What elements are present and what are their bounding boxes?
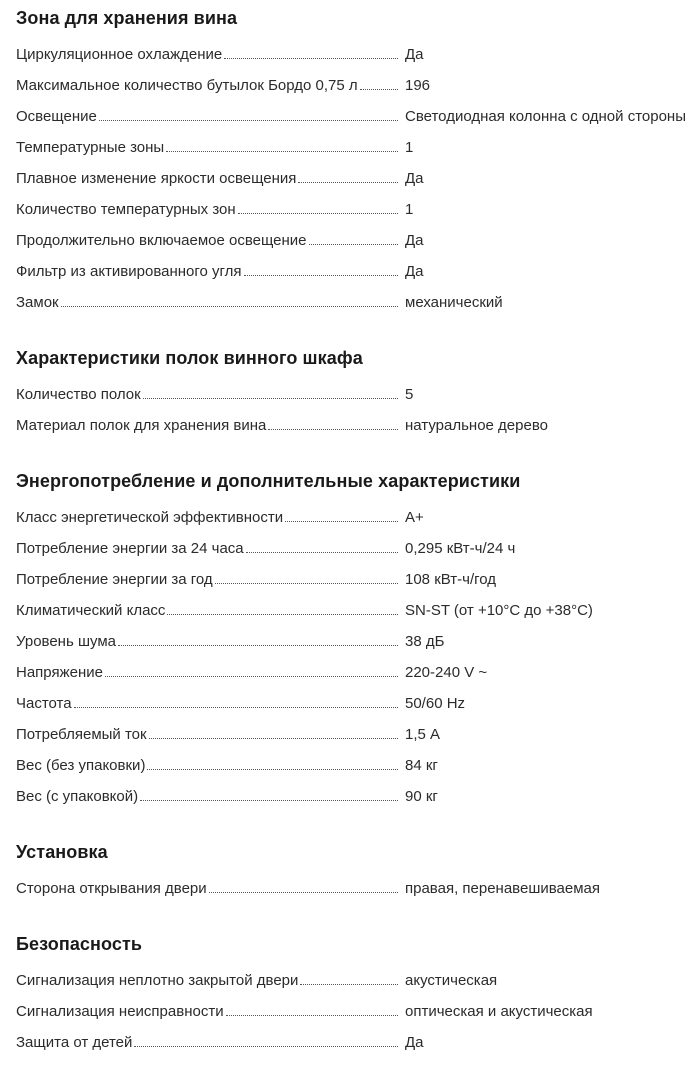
dotted-leader — [215, 583, 398, 584]
spec-value: 50/60 Hz — [405, 695, 466, 712]
spec-value: Светодиодная колонна с одной стороны — [405, 108, 686, 125]
spec-value: 108 кВт-ч/год — [405, 571, 497, 588]
spec-label: Сторона открывания двери — [16, 880, 207, 897]
spec-label: Фильтр из активированного угля — [16, 263, 242, 280]
spec-rows — [16, 380, 690, 442]
spec-row — [16, 565, 690, 596]
dotted-leader — [105, 676, 398, 677]
spec-label: Уровень шума — [16, 633, 116, 650]
spec-row — [16, 257, 690, 288]
spec-row-left — [16, 264, 405, 280]
spec-value: Да — [405, 1034, 424, 1051]
spec-label: Освещение — [16, 108, 97, 125]
dotted-leader — [300, 984, 398, 985]
spec-label: Максимальное количество бутылок Бордо 0,75 л — [16, 77, 358, 94]
spec-row — [16, 997, 690, 1028]
spec-value: правая, перенавешиваемая — [405, 880, 600, 897]
spec-section — [16, 6, 690, 319]
dotted-leader — [167, 614, 398, 615]
spec-label: Климатический класс — [16, 602, 166, 619]
dotted-leader — [74, 707, 398, 708]
spec-value: 84 кг — [405, 757, 438, 774]
spec-label: Вес (с упаковкой) — [16, 788, 139, 805]
spec-row — [16, 40, 690, 71]
dotted-leader — [99, 120, 398, 121]
spec-value: 0,295 кВт-ч/24 ч — [405, 540, 516, 557]
spec-section — [16, 840, 690, 905]
spec-row — [16, 195, 690, 226]
spec-label: Защита от детей — [16, 1034, 133, 1051]
dotted-leader — [209, 892, 398, 893]
spec-label: Замок — [16, 294, 59, 311]
spec-value: Да — [405, 170, 424, 187]
dotted-leader — [285, 521, 398, 522]
spec-row-left — [16, 727, 405, 743]
dotted-leader — [166, 151, 398, 152]
spec-row-left — [16, 1035, 405, 1051]
spec-section — [16, 469, 690, 813]
dotted-leader — [147, 769, 398, 770]
spec-section — [16, 932, 690, 1059]
spec-label: Вес (без упаковки) — [16, 757, 146, 774]
section-title: Установка — [16, 842, 108, 862]
spec-row — [16, 226, 690, 257]
spec-row-left — [16, 171, 405, 187]
spec-value: 38 дБ — [405, 633, 445, 650]
spec-label: Продолжительно включаемое освещение — [16, 232, 307, 249]
spec-rows — [16, 966, 690, 1059]
spec-label: Температурные зоны — [16, 139, 165, 156]
spec-rows — [16, 40, 690, 319]
dotted-leader — [298, 182, 398, 183]
spec-label: Сигнализация неплотно закрытой двери — [16, 972, 299, 989]
spec-row-left — [16, 789, 405, 805]
spec-value: A+ — [405, 509, 424, 526]
spec-section — [16, 346, 690, 442]
spec-label: Напряжение — [16, 664, 103, 681]
spec-row — [16, 164, 690, 195]
spec-label: Плавное изменение яркости освещения — [16, 170, 297, 187]
spec-row — [16, 71, 690, 102]
spec-row — [16, 782, 690, 813]
dotted-leader — [268, 429, 398, 430]
spec-rows — [16, 503, 690, 813]
spec-row — [16, 966, 690, 997]
spec-row-left — [16, 881, 405, 897]
spec-value: Да — [405, 263, 424, 280]
spec-row-left — [16, 634, 405, 650]
dotted-leader — [244, 275, 398, 276]
spec-value: акустическая — [405, 972, 498, 989]
spec-label: Класс энергетической эффективности — [16, 509, 284, 526]
spec-row-left — [16, 202, 405, 218]
dotted-leader — [309, 244, 398, 245]
spec-value: механический — [405, 294, 503, 311]
spec-row-left — [16, 233, 405, 249]
spec-row — [16, 534, 690, 565]
dotted-leader — [134, 1046, 398, 1047]
spec-row-left — [16, 696, 405, 712]
spec-row-left — [16, 78, 405, 94]
spec-label: Сигнализация неисправности — [16, 1003, 224, 1020]
specs-sections — [16, 6, 690, 1059]
spec-row — [16, 658, 690, 689]
spec-value: Да — [405, 46, 424, 63]
spec-row — [16, 627, 690, 658]
spec-value: 196 — [405, 77, 431, 94]
spec-value: 1 — [405, 139, 414, 156]
section-title: Энергопотребление и дополнительные характеристики — [16, 471, 521, 491]
spec-label: Количество температурных зон — [16, 201, 236, 218]
dotted-leader — [143, 398, 398, 399]
spec-row-left — [16, 418, 405, 434]
spec-value: оптическая и акустическая — [405, 1003, 593, 1020]
spec-row-left — [16, 603, 405, 619]
spec-row — [16, 411, 690, 442]
spec-row — [16, 133, 690, 164]
spec-value: SN-ST (от +10°C до +38°C) — [405, 602, 593, 619]
dotted-leader — [140, 800, 398, 801]
dotted-leader — [226, 1015, 398, 1016]
spec-row — [16, 751, 690, 782]
spec-value: 220-240 V ~ — [405, 664, 488, 681]
dotted-leader — [238, 213, 398, 214]
spec-label: Потребление энергии за 24 часа — [16, 540, 244, 557]
spec-label: Потребляемый ток — [16, 726, 147, 743]
spec-value: 1,5 А — [405, 726, 441, 743]
spec-row — [16, 596, 690, 627]
dotted-leader — [149, 738, 398, 739]
spec-row — [16, 1028, 690, 1059]
section-title: Зона для хранения вина — [16, 8, 238, 28]
spec-label: Потребление энергии за год — [16, 571, 213, 588]
spec-row-left — [16, 109, 405, 125]
section-title: Характеристики полок винного шкафа — [16, 348, 363, 368]
spec-value: 90 кг — [405, 788, 438, 805]
spec-row-left — [16, 665, 405, 681]
spec-row — [16, 689, 690, 720]
dotted-leader — [61, 306, 398, 307]
spec-row-left — [16, 47, 405, 63]
spec-row-left — [16, 572, 405, 588]
spec-label: Количество полок — [16, 386, 141, 403]
dotted-leader — [224, 58, 398, 59]
spec-row-left — [16, 387, 405, 403]
dotted-leader — [360, 89, 398, 90]
spec-row — [16, 102, 690, 133]
spec-label: Циркуляционное охлаждение — [16, 46, 223, 63]
spec-row — [16, 380, 690, 411]
spec-value: 5 — [405, 386, 414, 403]
spec-value: Да — [405, 232, 424, 249]
spec-row — [16, 874, 690, 905]
spec-row-left — [16, 541, 405, 557]
spec-row — [16, 503, 690, 534]
spec-row-left — [16, 973, 405, 989]
spec-label: Частота — [16, 695, 72, 712]
spec-row-left — [16, 140, 405, 156]
spec-value: 1 — [405, 201, 414, 218]
spec-row — [16, 288, 690, 319]
spec-row-left — [16, 295, 405, 311]
spec-rows — [16, 874, 690, 905]
section-title: Безопасность — [16, 934, 143, 954]
spec-label: Материал полок для хранения вина — [16, 417, 267, 434]
spec-row — [16, 720, 690, 751]
spec-row-left — [16, 758, 405, 774]
dotted-leader — [246, 552, 398, 553]
spec-value: натуральное дерево — [405, 417, 548, 434]
spec-row-left — [16, 510, 405, 526]
dotted-leader — [118, 645, 398, 646]
spec-row-left — [16, 1004, 405, 1020]
